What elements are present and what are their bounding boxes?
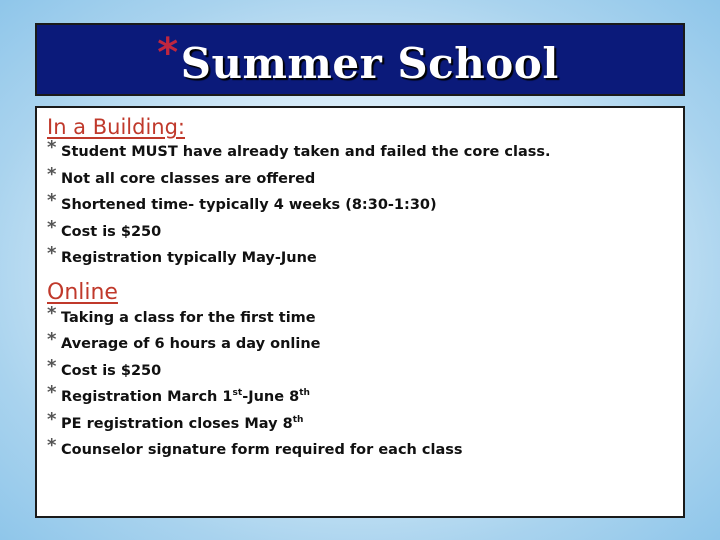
list-item-text: Taking a class for the first time — [61, 309, 316, 326]
asterisk-bullet-icon: * — [47, 329, 57, 351]
list-item — [47, 245, 683, 272]
asterisk-bullet-icon: * — [47, 190, 57, 212]
asterisk-bullet-icon: * — [47, 355, 57, 377]
list-item-text: Shortened time- typically 4 weeks (8:30-1:30) — [61, 197, 437, 214]
asterisk-bullet-icon: * — [47, 137, 57, 159]
list-item — [47, 163, 683, 193]
list-item-text: Registration typically May-June — [61, 250, 317, 267]
asterisk-bullet-icon: * — [47, 302, 57, 324]
title-star-icon: * — [157, 29, 179, 76]
list-item-text: Cost is $250 — [61, 223, 162, 240]
ordinal-suffix: th — [292, 415, 304, 426]
list-item — [47, 384, 683, 411]
list-item-text: Not all core classes are offered — [61, 170, 316, 187]
list-item — [47, 216, 683, 246]
bullet-list-online — [47, 302, 683, 464]
asterisk-bullet-icon: * — [47, 163, 57, 185]
section-heading-building: In a Building: — [47, 115, 185, 139]
slide-title — [157, 29, 559, 88]
list-item — [47, 302, 683, 332]
list-item-text: Registration March 1 — [61, 389, 233, 406]
list-item-text: Average of 6 hours a day online — [61, 336, 321, 353]
asterisk-bullet-icon: * — [47, 216, 57, 238]
list-item-text: PE registration closes May 8 — [61, 415, 293, 432]
asterisk-bullet-icon: * — [47, 435, 57, 457]
bullet-list-building — [47, 139, 683, 272]
list-item — [47, 331, 683, 358]
ordinal-suffix: st — [232, 388, 243, 399]
title-bar — [35, 23, 685, 96]
asterisk-bullet-icon: * — [47, 408, 57, 430]
list-item — [47, 408, 683, 438]
list-item — [47, 192, 683, 219]
list-item — [47, 437, 683, 464]
asterisk-bullet-icon: * — [47, 243, 57, 265]
list-item-text: Cost is $250 — [61, 362, 162, 379]
content-box — [35, 106, 685, 518]
list-item-text: Counselor signature form required for each class — [61, 442, 463, 459]
ordinal-suffix: th — [299, 388, 310, 399]
list-item-text: -June 8 — [242, 389, 300, 406]
slide-title-text: Summer School — [180, 38, 559, 88]
list-item-text: Student MUST have already taken and failed the core class. — [61, 144, 551, 161]
asterisk-bullet-icon: * — [47, 382, 57, 404]
section-heading-online: Online — [47, 279, 118, 305]
list-item — [47, 355, 683, 385]
list-item — [47, 139, 683, 166]
